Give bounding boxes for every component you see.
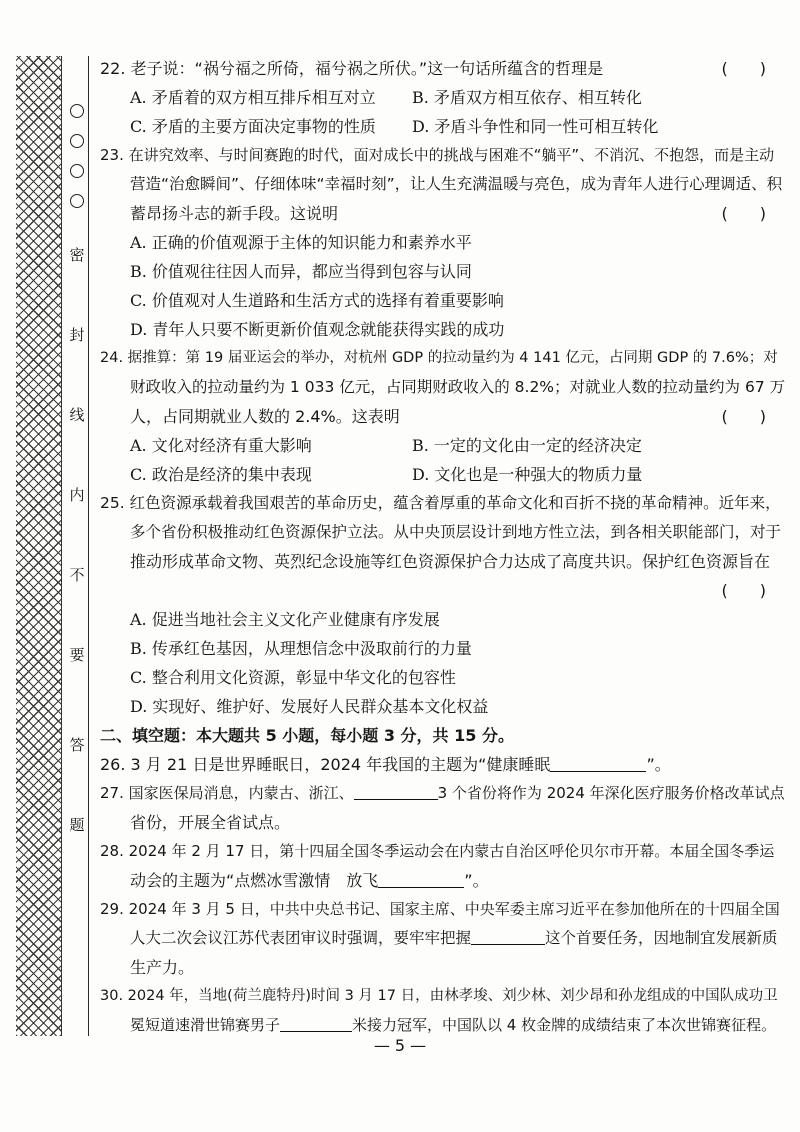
question-stem-end: ”。 bbox=[646, 755, 671, 774]
question-26 bbox=[100, 750, 788, 779]
question-25-paren-line bbox=[100, 576, 788, 605]
answer-parentheses: ( ) bbox=[721, 407, 766, 426]
option-a: A. 文化对经济有重大影响 bbox=[130, 436, 312, 455]
question-30-line: 30. 2024 年，当地(荷兰鹿特丹)时间 3 月 17 日，由林孝埈、刘少林、刘少昂和孙龙组成的中国队成功卫 bbox=[100, 988, 778, 1004]
answer-blank[interactable] bbox=[354, 782, 438, 800]
option-c: C. 政治是经济的集中表现 bbox=[130, 465, 312, 484]
question-29-line: 29. 2024 年 3 月 5 日，中共中央总书记、国家主席、中央军委主席习近平在参加他所在的十四届全国 bbox=[100, 900, 780, 918]
question-stem: 冕短道速滑世锦赛男子 bbox=[130, 1016, 281, 1034]
question-29 bbox=[100, 924, 788, 953]
binding-char: 要 bbox=[69, 646, 85, 664]
question-23-line: 营造“治愈瞬间”、仔细体味“幸福时刻”，让人生充满温暖与亮色，成为青年人进行心理调适、积 bbox=[130, 175, 783, 193]
option-c: C. 矛盾的主要方面决定事物的性质 bbox=[130, 117, 376, 136]
option-d: D. 文化也是一种强大的物质力量 bbox=[412, 465, 643, 484]
answer-parentheses: ( ) bbox=[721, 581, 766, 600]
question-28-line: 28. 2024 年 2 月 17 日，第十四届全国冬季运动会在内蒙古自治区呼伦贝尔市开幕。本届全国冬季运 bbox=[100, 842, 775, 860]
page-number: — 5 — bbox=[373, 1036, 427, 1055]
answer-blank[interactable] bbox=[378, 870, 464, 888]
question-23-line bbox=[100, 199, 788, 228]
question-29-line: 生产力。 bbox=[130, 958, 195, 977]
option-b: B. 传承红色基因，从理想信念中汲取前行的力量 bbox=[130, 639, 472, 658]
options-row bbox=[100, 431, 788, 460]
question-28 bbox=[100, 866, 788, 895]
option-d: D. 青年人只要不断更新价值观念就能获得实践的成功 bbox=[130, 320, 505, 339]
binding-char: 封 bbox=[69, 326, 85, 344]
binding-char: 线 bbox=[69, 406, 85, 424]
question-stem-end: 3 个省份将作为 2024 年深化医疗服务价格改革试点 bbox=[437, 784, 785, 802]
question-stem: 人，占同期就业人数的 2.4%。这表明 bbox=[130, 407, 400, 426]
binding-line bbox=[88, 56, 89, 1036]
answer-parentheses: ( ) bbox=[721, 204, 766, 223]
question-24-line: 财政收入的拉动量约为 1 033 亿元，占同期财政收入的 8.2%；对就业人数的拉动量约为 67 万 bbox=[130, 378, 786, 396]
binding-char: 不 bbox=[69, 566, 85, 584]
question-23-line: 23. 在讲究效率、与时间赛跑的时代，面对成长中的挑战与困难不“躺平”、不消沉、不抱怨，而是主动 bbox=[100, 146, 775, 164]
binding-hole-icon bbox=[70, 134, 84, 148]
option-b: B. 一定的文化由一定的经济决定 bbox=[412, 436, 642, 455]
question-22 bbox=[100, 54, 788, 83]
answer-blank[interactable] bbox=[550, 754, 646, 772]
binding-char: 答 bbox=[69, 736, 85, 754]
question-27 bbox=[100, 779, 788, 808]
answer-blank[interactable] bbox=[280, 1014, 352, 1032]
question-stem: 26. 3 月 21 日是世界睡眠日，2024 年我国的主题为“健康睡眠 bbox=[100, 755, 551, 774]
binding-hole-icon bbox=[70, 104, 84, 118]
binding-column bbox=[66, 56, 88, 1036]
question-stem: 27. 国家医保局消息，内蒙古、浙江、 bbox=[100, 784, 354, 802]
option-a: A. 矛盾着的双方相互排斥相互对立 bbox=[130, 88, 376, 107]
question-24-line: 24. 据推算：第 19 届亚运会的举办，对杭州 GDP 的拉动量约为 4 141 亿元，占同期 GDP 的 7.6%；对 bbox=[100, 350, 778, 366]
options-row bbox=[100, 112, 788, 141]
question-24-line bbox=[100, 402, 788, 431]
question-stem-end: 米接力冠军，中国队以 4 枚金牌的成绩结束了本次世锦赛征程。 bbox=[352, 1016, 777, 1034]
question-27-line: 省份，开展全省试点。 bbox=[130, 813, 291, 832]
options-row bbox=[100, 83, 788, 112]
question-stem: 22. 老子说：“祸兮福之所倚，福兮祸之所伏。”这一句话所蕴含的哲理是 bbox=[100, 59, 604, 78]
option-b: B. 价值观往往因人而异，都应当得到包容与认同 bbox=[130, 262, 472, 281]
question-stem: 动会的主题为“点燃冰雪激情 放飞 bbox=[130, 871, 379, 890]
option-a: A. 促进当地社会主义文化产业健康有序发展 bbox=[130, 610, 440, 629]
answer-parentheses: ( ) bbox=[721, 59, 766, 78]
binding-hole-icon bbox=[70, 194, 84, 208]
question-stem-end: 这个首要任务，因地制宜发展新质 bbox=[545, 929, 778, 947]
question-stem: 人大二次会议江苏代表团审议时强调，要牢牢把握 bbox=[130, 929, 472, 947]
question-stem: 蓄昂扬斗志的新手段。这说明 bbox=[130, 204, 339, 223]
question-25-line: 多个省份积极推动红色资源保护立法。从中央顶层设计到地方性立法，到各相关职能部门，对于 bbox=[130, 523, 782, 541]
option-c: C. 整合利用文化资源，彰显中华文化的包容性 bbox=[130, 668, 456, 687]
option-b: B. 矛盾双方相互依存、相互转化 bbox=[412, 88, 642, 107]
question-25-line: 推动形成革命文物、英烈纪念设施等红色资源保护合力达成了高度共识。保护红色资源旨在 bbox=[130, 552, 771, 571]
option-d: D. 实现好、维护好、发展好人民群众基本文化权益 bbox=[130, 697, 489, 716]
option-a: A. 正确的价值观源于主体的知识能力和素养水平 bbox=[130, 233, 472, 252]
question-25-line: 25. 红色资源承载着我国艰苦的革命历史，蕴含着厚重的革命文化和百折不挠的革命精神。近年来， bbox=[100, 494, 781, 512]
options-row bbox=[100, 460, 788, 489]
question-content bbox=[100, 54, 788, 1040]
question-stem-end: ”。 bbox=[464, 871, 489, 890]
binding-hole-icon bbox=[70, 164, 84, 178]
section-heading: 二、填空题：本大题共 5 小题，每小题 3 分，共 15 分。 bbox=[100, 726, 514, 745]
binding-char: 题 bbox=[69, 816, 85, 834]
answer-blank[interactable] bbox=[471, 927, 545, 945]
option-d: D. 矛盾斗争性和同一性可相互转化 bbox=[412, 117, 659, 136]
binding-char: 密 bbox=[69, 246, 85, 264]
option-c: C. 价值观对人生道路和生活方式的选择有着重要影响 bbox=[130, 291, 504, 310]
binding-strip bbox=[16, 56, 62, 1036]
binding-char: 内 bbox=[69, 486, 85, 504]
